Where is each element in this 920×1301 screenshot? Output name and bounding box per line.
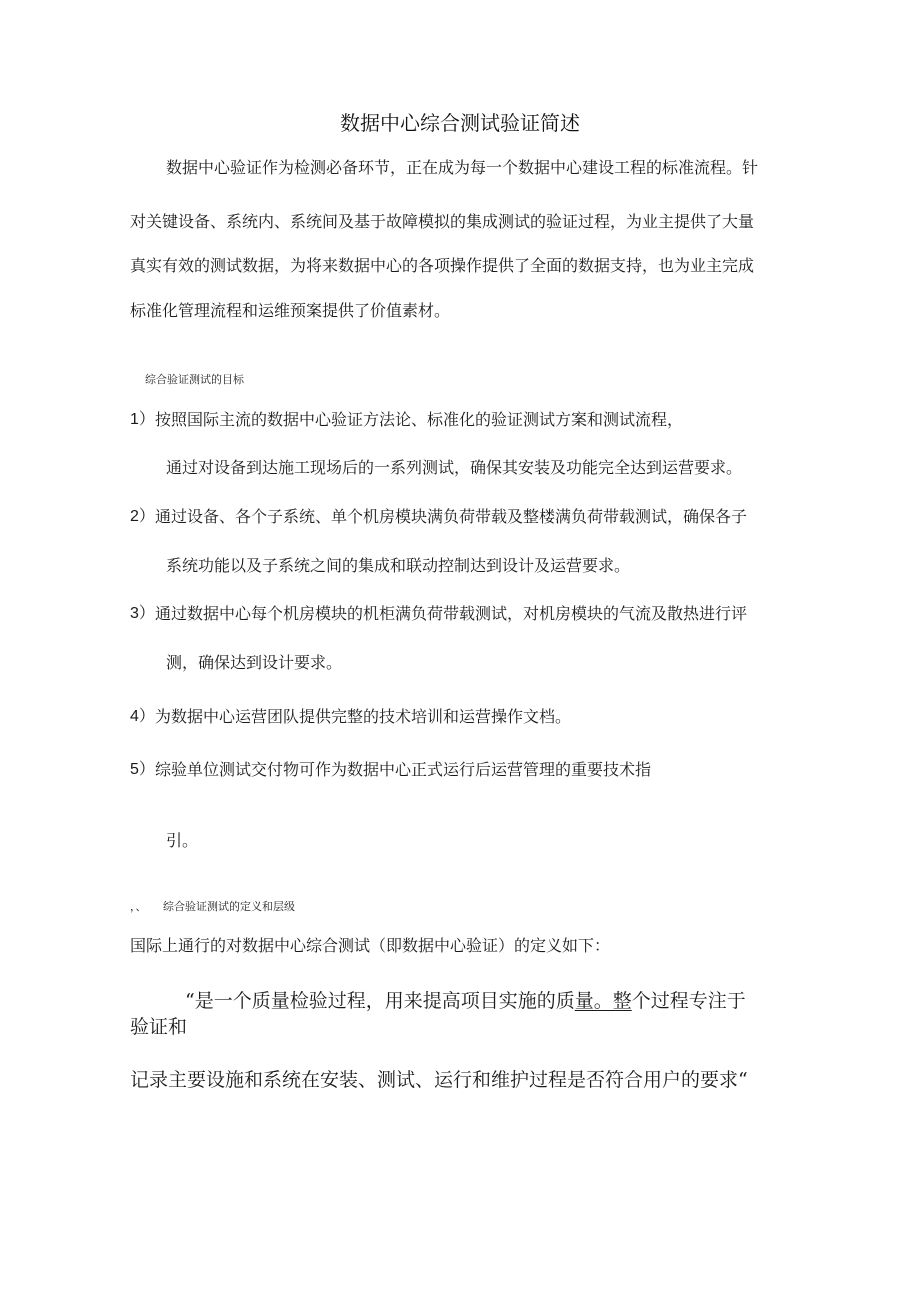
goal-5-line-2: 引。 bbox=[166, 831, 199, 850]
goal-2-line-1: 通过设备、各个子系统、单个机房模块满负荷带载及整楼满负荷带载测试，确保各子 bbox=[155, 507, 748, 526]
definition-intro: 国际上通行的对数据中心综合测试（即数据中心验证）的定义如下： bbox=[130, 936, 611, 955]
section-heading-definition: 综合验证测试的定义和层级 bbox=[163, 900, 295, 913]
goal-number-2: 2） bbox=[130, 508, 155, 525]
goal-4-line-1: 为数据中心运营团队提供完整的技术培训和运营操作文档。 bbox=[155, 707, 572, 726]
intro-line-1: 数据中心验证作为检测必备环节，正在成为每一个数据中心建设工程的标准流程。针 bbox=[166, 158, 759, 177]
goal-1-line-2: 通过对设备到达施工现场后的一系列测试，确保其安装及功能完全达到运营要求。 bbox=[166, 458, 743, 477]
goal-5-line-1: 综验单位测试交付物可作为数据中心正式运行后运营管理的重要技术指 bbox=[155, 760, 652, 779]
section-heading-goals: 综合验证测试的目标 bbox=[145, 373, 244, 386]
quote-text-start: “是一个质量检验过程，用来提高项目实施的质 bbox=[185, 990, 575, 1012]
goal-number-1: 1） bbox=[130, 411, 155, 428]
goal-number-5: 5） bbox=[130, 761, 155, 778]
section-prefix-marks: ，、 bbox=[130, 900, 147, 913]
quote-line-1 bbox=[185, 989, 746, 1013]
intro-line-3: 真实有效的测试数据，为将来数据中心的各项操作提供了全面的数据支持，也为业主完成 bbox=[130, 256, 755, 275]
goal-3-line-1: 通过数据中心每个机房模块的机柜满负荷带载测试，对机房模块的气流及散热进行评 bbox=[155, 604, 748, 623]
goal-number-4: 4） bbox=[130, 708, 155, 725]
intro-line-2: 对关键设备、系统内、系统间及基于故障模拟的集成测试的验证过程，为业主提供了大量 bbox=[130, 212, 755, 231]
quote-underlined-text: 量。整 bbox=[574, 990, 632, 1012]
page-title: 数据中心综合测试验证简述 bbox=[340, 111, 580, 135]
goal-number-3: 3） bbox=[130, 605, 155, 622]
goal-1-line-1: 按照国际主流的数据中心验证方法论、标准化的验证测试方案和测试流程， bbox=[155, 410, 684, 429]
quote-text-end: 个过程专注于 bbox=[631, 990, 746, 1012]
goal-2-line-2: 系统功能以及子系统之间的集成和联动控制达到设计及运营要求。 bbox=[166, 556, 631, 575]
intro-line-4: 标准化管理流程和运维预案提供了价值素材。 bbox=[130, 301, 451, 320]
quote-line-3: 记录主要设施和系统在安装、测试、运行和维护过程是否符合用户的要求“ bbox=[130, 1069, 748, 1091]
quote-line-2: 验证和 bbox=[130, 1016, 188, 1038]
goal-3-line-2: 测，确保达到设计要求。 bbox=[166, 653, 343, 672]
